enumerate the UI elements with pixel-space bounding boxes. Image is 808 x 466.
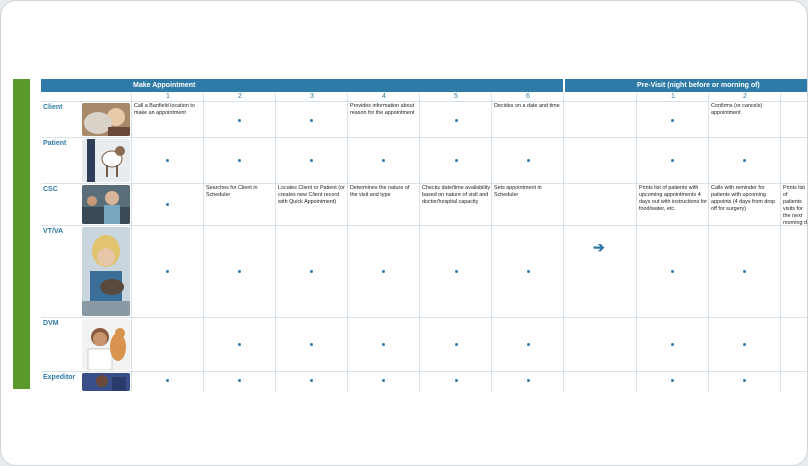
- lane-label: Client: [43, 104, 63, 111]
- empty-step-dot: [238, 159, 241, 162]
- lane-client: [41, 101, 807, 138]
- cell-text: Searches for Client in Scheduler: [206, 185, 258, 198]
- empty-step-dot: [238, 343, 241, 346]
- empty-step-dot: [743, 270, 746, 273]
- lane-label: CSC: [43, 186, 58, 193]
- col-number: 6: [526, 93, 530, 100]
- empty-step-dot: [527, 343, 530, 346]
- empty-step-dot: [310, 343, 313, 346]
- empty-step-dot: [310, 379, 313, 382]
- lane-label: VT/VA: [43, 228, 64, 235]
- empty-step-dot: [382, 343, 385, 346]
- empty-step-dot: [310, 119, 313, 122]
- section-title-pre: Pre-Visit (night before or morning of): [637, 82, 760, 89]
- col-number: 1: [671, 93, 675, 100]
- col-number: 1: [166, 93, 170, 100]
- cell-text: Determines the nature of the visit and type: [350, 185, 410, 198]
- empty-step-dot: [527, 270, 530, 273]
- empty-step-dot: [743, 343, 746, 346]
- expeditor-photo: [82, 373, 130, 391]
- empty-step-dot: [166, 379, 169, 382]
- empty-step-dot: [166, 203, 169, 206]
- lane-label: DVM: [43, 320, 59, 327]
- lane-label: Expeditor: [43, 374, 76, 381]
- journey-map-sheet: [41, 79, 807, 391]
- cell-text: Checks date/time availability based on nature of visit and doctor/hospital capacity: [422, 185, 491, 205]
- lane-expeditor: [41, 371, 807, 391]
- lane-dvm: [41, 317, 807, 372]
- section-header-pre-visit[interactable]: [565, 79, 807, 92]
- patient-photo: [82, 139, 130, 182]
- empty-step-dot: [671, 343, 674, 346]
- cell-text: Calls with reminder for patients with upcoming appoints (4 days from drop off for surgery): [711, 185, 776, 212]
- csc-photo: [82, 185, 130, 224]
- empty-step-dot: [238, 379, 241, 382]
- col-number: 2: [743, 93, 747, 100]
- empty-step-dot: [238, 119, 241, 122]
- empty-step-dot: [671, 119, 674, 122]
- empty-step-dot: [455, 343, 458, 346]
- empty-step-dot: [743, 379, 746, 382]
- cell-text: Call a Banfield location to make an appointment: [134, 103, 195, 116]
- cell-text: Confirms (or cancels) appointment: [711, 103, 763, 116]
- empty-step-dot: [310, 159, 313, 162]
- empty-step-dot: [527, 159, 530, 162]
- empty-step-dot: [310, 270, 313, 273]
- empty-step-dot: [671, 270, 674, 273]
- empty-step-dot: [238, 270, 241, 273]
- lane-patient: [41, 137, 807, 184]
- cell-text: Prints list of patients with upcoming appointments 4 days out with instructions for food/water, etc.: [639, 185, 708, 212]
- cell-text: Locates Client or Patient (or creates new Client record with Quick Appointment): [278, 185, 345, 205]
- cell-text: Sets appointment in Scheduler: [494, 185, 542, 198]
- vt-va-photo: [82, 227, 130, 316]
- lane-csc: [41, 183, 807, 226]
- empty-step-dot: [671, 379, 674, 382]
- client-photo: [82, 103, 130, 136]
- lane-vt-va: [41, 225, 807, 318]
- empty-step-dot: [743, 159, 746, 162]
- empty-step-dot: [671, 159, 674, 162]
- empty-step-dot: [166, 270, 169, 273]
- empty-step-dot: [455, 119, 458, 122]
- cell-text: Prints list of patients visits for the next morning d: [783, 185, 807, 226]
- cell-text: Provides information about reason for the appointment: [350, 103, 415, 116]
- arrow-right-icon: ➔: [593, 239, 605, 255]
- lane-label: Patient: [43, 140, 67, 147]
- empty-step-dot: [166, 159, 169, 162]
- empty-step-dot: [382, 159, 385, 162]
- section-header-make-appointment[interactable]: [41, 79, 563, 92]
- dvm-photo: [82, 319, 130, 370]
- col-number: 2: [238, 93, 242, 100]
- empty-step-dot: [455, 379, 458, 382]
- col-number: 3: [310, 93, 314, 100]
- cell-text: Decides on a date and time: [494, 103, 560, 109]
- empty-step-dot: [527, 379, 530, 382]
- col-number: 4: [382, 93, 386, 100]
- col-number: 5: [454, 93, 458, 100]
- empty-step-dot: [382, 270, 385, 273]
- empty-step-dot: [455, 270, 458, 273]
- empty-step-dot: [455, 159, 458, 162]
- lane-accent-bar: [13, 79, 30, 389]
- empty-step-dot: [382, 379, 385, 382]
- section-title-make: Make Appointment: [133, 82, 196, 89]
